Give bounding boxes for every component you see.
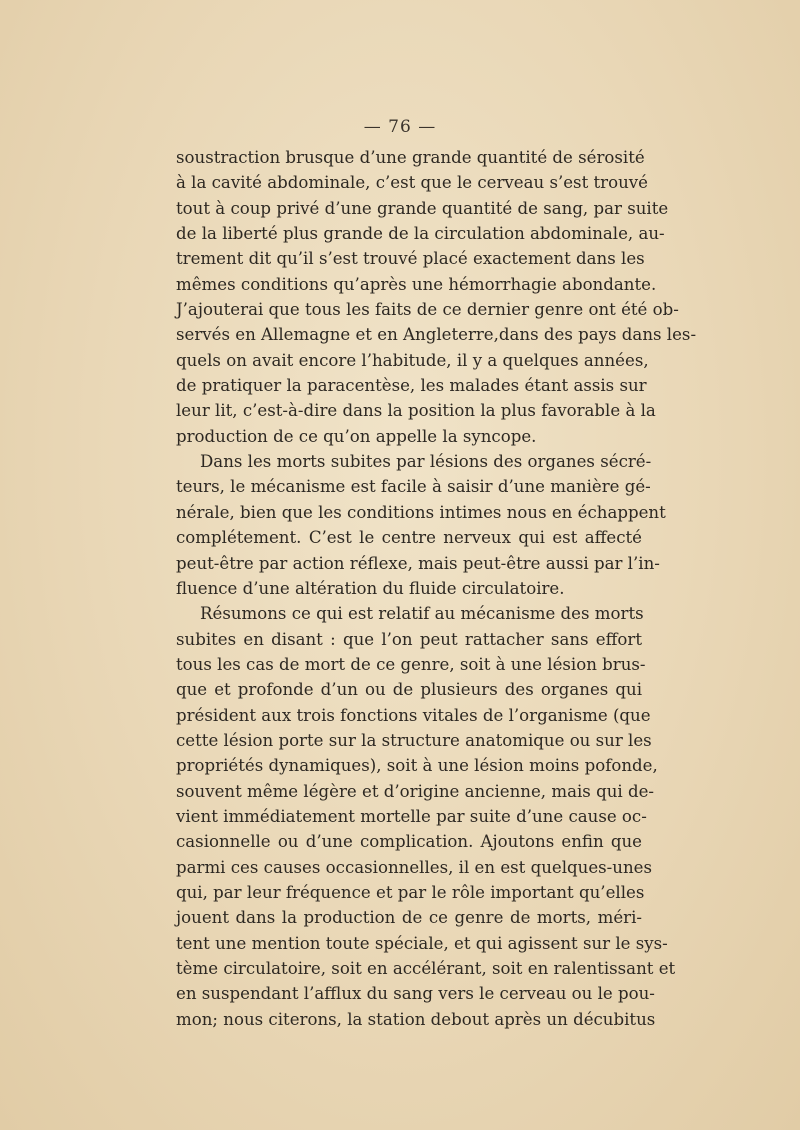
body-text bbox=[176, 145, 697, 1032]
text-line: soustraction brusque d’une grande quantité de sérosité bbox=[176, 148, 645, 167]
text-line: vient immédiatement mortelle par suite d’une cause oc- bbox=[176, 806, 647, 826]
text-line: mêmes conditions qu’après une hémorrhagie abondante. bbox=[176, 274, 657, 294]
text-line: tous les cas de mort de ce genre, soit à une lésion brus- bbox=[176, 654, 646, 674]
text-line: propriétés dynamiques), soit à une lésion moins pofonde, bbox=[176, 756, 658, 776]
text-line: quels on avait encore l’habitude, il y a quelques années, bbox=[176, 350, 649, 370]
text-line: cette lésion porte sur la structure anatomique ou sur les bbox=[176, 730, 652, 750]
page-number: — 76 — bbox=[363, 117, 437, 137]
text-line: parmi ces causes occasionnelles, il en est quelques-unes bbox=[176, 857, 652, 877]
text-line: servés en Allemagne et en Angleterre,dans des pays dans les- bbox=[176, 325, 697, 345]
text-line: casionnelle ou d’une complication. Ajoutons enfin que bbox=[176, 832, 642, 852]
text-line: Dans les morts subites par lésions des organes sécré- bbox=[200, 452, 652, 472]
text-line: mon; nous citerons, la station debout après un décubitus bbox=[176, 1009, 656, 1029]
text-line: J’ajouterai que tous les faits de ce dernier genre ont été ob- bbox=[176, 300, 679, 320]
text-line: tème circulatoire, soit en accélérant, soit en ralentissant et bbox=[176, 959, 676, 978]
text-line: tout à coup privé d’une grande quantité de sang, par suite bbox=[176, 198, 669, 218]
text-line: complétement. C’est le centre nerveux qui est affecté bbox=[176, 528, 642, 548]
text-line: production de ce qu’on appelle la syncope. bbox=[176, 426, 537, 446]
text-line: de la liberté plus grande de la circulation abdominale, au- bbox=[176, 224, 665, 244]
text-line: peut-être par action réflexe, mais peut-être aussi par l’in- bbox=[176, 553, 660, 573]
text-line: subites en disant : que l’on peut rattacher sans effort bbox=[176, 629, 642, 649]
text-line: Résumons ce qui est relatif au mécanisme des morts bbox=[200, 604, 644, 624]
text-line: de pratiquer la paracentèse, les malades étant assis sur bbox=[176, 376, 647, 396]
text-line: fluence d’une altération du fluide circulatoire. bbox=[176, 578, 565, 598]
text-line: qui, par leur fréquence et par le rôle important qu’elles bbox=[176, 882, 645, 902]
text-line: que et profonde d’un ou de plusieurs des organes qui bbox=[176, 680, 642, 700]
text-line: président aux trois fonctions vitales de l’organisme (que bbox=[176, 705, 651, 725]
text-line: jouent dans la production de ce genre de morts, méri- bbox=[176, 908, 642, 928]
text-line: à la cavité abdominale, c’est que le cerveau s’est trouvé bbox=[176, 173, 648, 193]
text-line: souvent même légère et d’origine ancienne, mais qui de- bbox=[176, 781, 655, 801]
text-line: tent une mention toute spéciale, et qui agissent sur le sys- bbox=[176, 933, 668, 953]
text-line: teurs, le mécanisme est facile à saisir d’une manière gé- bbox=[176, 477, 651, 497]
text-line: leur lit, c’est-à-dire dans la position la plus favorable à la bbox=[176, 401, 656, 421]
text-line: en suspendant l’afflux du sang vers le cerveau ou le pou- bbox=[176, 984, 655, 1004]
text-line: trement dit qu’il s’est trouvé placé exactement dans les bbox=[176, 249, 645, 269]
text-line: nérale, bien que les conditions intimes nous en échappent bbox=[176, 502, 666, 522]
